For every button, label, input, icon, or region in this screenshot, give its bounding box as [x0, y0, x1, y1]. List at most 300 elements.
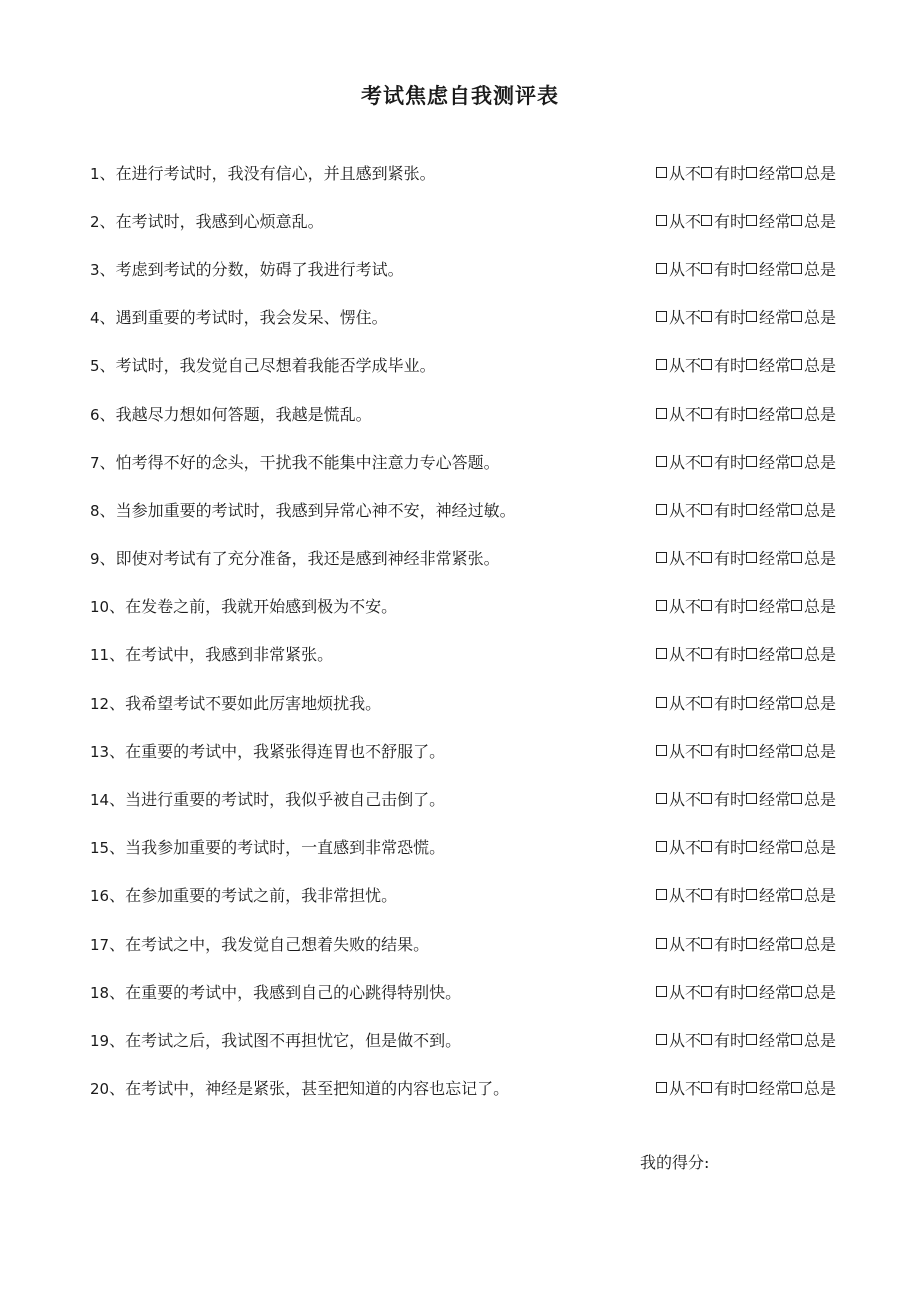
checkbox[interactable] [701, 1034, 712, 1045]
checkbox[interactable] [656, 504, 667, 515]
answer-option[interactable] [791, 932, 836, 955]
answer-option[interactable] [656, 498, 701, 521]
answer-options [656, 498, 836, 521]
answer-option-label: 有时 [713, 452, 746, 472]
answer-options [656, 932, 836, 955]
answer-option-label: 有时 [713, 259, 746, 279]
question-separator: 、 [99, 259, 116, 279]
answer-options [656, 883, 836, 906]
answer-option[interactable] [656, 1028, 701, 1051]
answer-option-label: 从不 [668, 838, 701, 858]
question-number: 14 [90, 791, 110, 810]
answer-option-label: 从不 [668, 356, 701, 376]
checkbox[interactable] [701, 697, 712, 708]
answer-option-label: 经常 [758, 452, 791, 472]
checkbox[interactable] [656, 359, 667, 370]
checkbox[interactable] [701, 841, 712, 852]
answer-options [656, 161, 836, 184]
question-number: 11 [90, 646, 110, 665]
answer-option[interactable] [701, 835, 746, 858]
answer-option[interactable] [656, 305, 701, 328]
answer-option[interactable] [656, 739, 701, 762]
answer-option-label: 总是 [803, 356, 836, 376]
checkbox[interactable] [656, 408, 667, 419]
question-number: 8 [90, 501, 100, 520]
question [90, 498, 516, 521]
answer-option[interactable] [656, 257, 701, 280]
checkbox[interactable] [656, 1082, 667, 1093]
answer-options [656, 209, 836, 232]
answer-option-label: 有时 [713, 741, 746, 761]
answer-option[interactable] [746, 1076, 791, 1099]
answer-option-label: 有时 [713, 163, 746, 183]
answer-option[interactable] [791, 1028, 836, 1051]
checkbox[interactable] [746, 311, 757, 322]
checkbox[interactable] [656, 1034, 667, 1045]
question-row [90, 678, 850, 726]
answer-options [656, 353, 836, 376]
checkbox[interactable] [701, 648, 712, 659]
question-number: 5 [90, 357, 100, 376]
answer-option[interactable] [746, 883, 791, 906]
checkbox[interactable] [656, 552, 667, 563]
answer-option-label: 有时 [713, 1079, 746, 1099]
answer-options [656, 739, 836, 762]
score-label: 我的得分: [640, 1153, 710, 1172]
checkbox[interactable] [746, 215, 757, 226]
question [90, 1076, 509, 1099]
question-separator: 、 [109, 934, 126, 954]
question [90, 161, 436, 184]
answer-option[interactable] [746, 787, 791, 810]
checkbox[interactable] [701, 311, 712, 322]
checkbox[interactable] [746, 263, 757, 274]
answer-option[interactable] [746, 691, 791, 714]
answer-option[interactable] [656, 1076, 701, 1099]
answer-option[interactable] [656, 932, 701, 955]
question-text: 怕考得不好的念头，干扰我不能集中注意力专心答题。 [115, 452, 500, 472]
checkbox[interactable] [791, 600, 802, 611]
answer-option[interactable] [701, 209, 746, 232]
checkbox[interactable] [656, 986, 667, 997]
checkbox[interactable] [746, 359, 757, 370]
question-separator: 、 [109, 597, 126, 617]
answer-option-label: 经常 [758, 211, 791, 231]
question-number: 16 [90, 887, 110, 906]
answer-option[interactable] [746, 642, 791, 665]
checkbox[interactable] [701, 263, 712, 274]
answer-option-label: 经常 [758, 259, 791, 279]
checkbox[interactable] [746, 745, 757, 756]
answer-option-label: 总是 [803, 597, 836, 617]
answer-option-label: 经常 [758, 934, 791, 954]
question [90, 546, 500, 569]
question-text: 在进行考试时，我没有信心，并且感到紧张。 [115, 163, 436, 183]
question [90, 883, 397, 906]
answer-option[interactable] [656, 594, 701, 617]
checkbox[interactable] [656, 745, 667, 756]
answer-option-label: 有时 [713, 934, 746, 954]
answer-option-label: 有时 [713, 500, 746, 520]
answer-option[interactable] [656, 161, 701, 184]
answer-option[interactable] [701, 787, 746, 810]
checkbox[interactable] [791, 504, 802, 515]
question [90, 1028, 461, 1051]
answer-option[interactable] [746, 932, 791, 955]
checkbox[interactable] [746, 408, 757, 419]
checkbox[interactable] [656, 889, 667, 900]
checkbox[interactable] [656, 311, 667, 322]
question [90, 594, 397, 617]
answer-option-label: 总是 [803, 790, 836, 810]
checkbox[interactable] [746, 1082, 757, 1093]
answer-option[interactable] [746, 546, 791, 569]
answer-options [656, 594, 836, 617]
answer-options [656, 305, 836, 328]
question-row [90, 293, 850, 341]
checkbox[interactable] [791, 311, 802, 322]
answer-options [656, 642, 836, 665]
answer-options [656, 787, 836, 810]
checkbox[interactable] [791, 408, 802, 419]
checkbox[interactable] [701, 600, 712, 611]
question-row [90, 967, 850, 1015]
question-number: 7 [90, 453, 100, 472]
answer-option[interactable] [701, 594, 746, 617]
answer-option[interactable] [701, 932, 746, 955]
answer-option[interactable] [746, 402, 791, 425]
question [90, 257, 404, 280]
question-text: 当参加重要的考试时，我感到异常心神不安，神经过敏。 [115, 500, 516, 520]
question-text: 我希望考试不要如此厉害地烦扰我。 [125, 693, 382, 713]
checkbox[interactable] [791, 263, 802, 274]
checkbox[interactable] [791, 1034, 802, 1045]
checkbox[interactable] [656, 697, 667, 708]
answer-option-label: 经常 [758, 1079, 791, 1099]
question-number: 17 [90, 935, 110, 954]
answer-option[interactable] [791, 835, 836, 858]
checkbox[interactable] [701, 215, 712, 226]
answer-option[interactable] [791, 353, 836, 376]
question-separator: 、 [109, 982, 126, 1002]
question-number: 18 [90, 983, 110, 1002]
answer-option[interactable] [701, 691, 746, 714]
question-row [90, 630, 850, 678]
question-row [90, 341, 850, 389]
answer-option[interactable] [701, 980, 746, 1003]
checkbox[interactable] [656, 841, 667, 852]
answer-option-label: 经常 [758, 404, 791, 424]
answer-option[interactable] [746, 353, 791, 376]
answer-option[interactable] [791, 546, 836, 569]
answer-option[interactable] [656, 642, 701, 665]
checkbox[interactable] [746, 456, 757, 467]
answer-option[interactable] [701, 883, 746, 906]
question-separator: 、 [99, 211, 116, 231]
answer-option[interactable] [791, 594, 836, 617]
answer-option-label: 经常 [758, 838, 791, 858]
checkbox[interactable] [701, 938, 712, 949]
answer-option-label: 经常 [758, 549, 791, 569]
answer-options [656, 1076, 836, 1099]
question-separator: 、 [109, 790, 126, 810]
checkbox[interactable] [746, 504, 757, 515]
checkbox[interactable] [791, 1082, 802, 1093]
question-number: 19 [90, 1031, 110, 1050]
question-number: 3 [90, 260, 100, 279]
checkbox[interactable] [791, 697, 802, 708]
answer-option[interactable] [791, 305, 836, 328]
checkbox[interactable] [701, 889, 712, 900]
answer-option[interactable] [701, 450, 746, 473]
question-text: 考试时，我发觉自己尽想着我能否学成毕业。 [115, 356, 436, 376]
checkbox[interactable] [746, 889, 757, 900]
checkbox[interactable] [701, 504, 712, 515]
answer-option[interactable] [656, 353, 701, 376]
answer-option-label: 经常 [758, 741, 791, 761]
answer-option[interactable] [701, 546, 746, 569]
question-row [90, 582, 850, 630]
answer-options [656, 450, 836, 473]
answer-option[interactable] [701, 257, 746, 280]
answer-option-label: 经常 [758, 356, 791, 376]
answer-option-label: 从不 [668, 452, 701, 472]
answer-option-label: 从不 [668, 886, 701, 906]
answer-option-label: 总是 [803, 404, 836, 424]
question [90, 739, 445, 762]
answer-option-label: 有时 [713, 597, 746, 617]
answer-option[interactable] [746, 209, 791, 232]
answer-option-label: 有时 [713, 308, 746, 328]
checkbox[interactable] [746, 552, 757, 563]
answer-option[interactable] [656, 980, 701, 1003]
answer-options [656, 980, 836, 1003]
checkbox[interactable] [746, 986, 757, 997]
checkbox[interactable] [746, 793, 757, 804]
checkbox[interactable] [746, 697, 757, 708]
answer-option-label: 总是 [803, 308, 836, 328]
answer-option[interactable] [791, 691, 836, 714]
answer-option[interactable] [656, 883, 701, 906]
answer-option[interactable] [656, 402, 701, 425]
answer-option-label: 经常 [758, 308, 791, 328]
answer-option[interactable] [746, 739, 791, 762]
question-separator: 、 [109, 886, 126, 906]
question-text: 即使对考试有了充分准备，我还是感到神经非常紧张。 [115, 549, 500, 569]
checkbox[interactable] [791, 986, 802, 997]
answer-option[interactable] [791, 883, 836, 906]
answer-option-label: 总是 [803, 500, 836, 520]
checkbox[interactable] [791, 793, 802, 804]
answer-option-label: 总是 [803, 1030, 836, 1050]
checkbox[interactable] [746, 841, 757, 852]
answer-option[interactable] [791, 642, 836, 665]
checkbox[interactable] [656, 938, 667, 949]
answer-option[interactable] [746, 450, 791, 473]
question [90, 305, 388, 328]
checkbox[interactable] [791, 215, 802, 226]
checkbox[interactable] [701, 986, 712, 997]
answer-option-label: 总是 [803, 693, 836, 713]
question-text: 在考试之中，我发觉自己想着失败的结果。 [125, 934, 430, 954]
question-separator: 、 [99, 549, 116, 569]
answer-option[interactable] [656, 691, 701, 714]
question-row [90, 244, 850, 292]
answer-option[interactable] [656, 209, 701, 232]
question [90, 209, 324, 232]
answer-option-label: 有时 [713, 549, 746, 569]
question-text: 考虑到考试的分数，妨碍了我进行考试。 [115, 259, 404, 279]
checkbox[interactable] [656, 167, 667, 178]
answer-option[interactable] [791, 209, 836, 232]
answer-option[interactable] [656, 787, 701, 810]
question-text: 在重要的考试中，我感到自己的心跳得特别快。 [125, 982, 462, 1002]
checkbox[interactable] [791, 938, 802, 949]
answer-option[interactable] [791, 257, 836, 280]
answer-option-label: 有时 [713, 838, 746, 858]
question [90, 980, 461, 1003]
answer-option[interactable] [746, 980, 791, 1003]
checkbox[interactable] [656, 263, 667, 274]
question [90, 402, 372, 425]
question-row [90, 485, 850, 533]
question-number: 4 [90, 309, 100, 328]
answer-option-label: 从不 [668, 597, 701, 617]
answer-option[interactable] [791, 739, 836, 762]
answer-option[interactable] [746, 594, 791, 617]
answer-option[interactable] [701, 305, 746, 328]
question-number: 2 [90, 212, 100, 231]
answer-option-label: 经常 [758, 886, 791, 906]
answer-option-label: 经常 [758, 982, 791, 1002]
checkbox[interactable] [791, 648, 802, 659]
checkbox[interactable] [701, 167, 712, 178]
checkbox[interactable] [746, 600, 757, 611]
answer-options [656, 691, 836, 714]
checkbox[interactable] [656, 600, 667, 611]
checkbox[interactable] [746, 167, 757, 178]
answer-option[interactable] [746, 835, 791, 858]
answer-option[interactable] [746, 257, 791, 280]
answer-option-label: 有时 [713, 404, 746, 424]
answer-option[interactable] [746, 161, 791, 184]
answer-option-label: 有时 [713, 211, 746, 231]
answer-option[interactable] [791, 980, 836, 1003]
answer-option[interactable] [701, 1076, 746, 1099]
checkbox[interactable] [701, 408, 712, 419]
answer-option[interactable] [656, 450, 701, 473]
checkbox[interactable] [791, 841, 802, 852]
checkbox[interactable] [701, 745, 712, 756]
question-separator: 、 [99, 163, 116, 183]
checkbox[interactable] [656, 648, 667, 659]
answer-option-label: 总是 [803, 645, 836, 665]
answer-option[interactable] [701, 642, 746, 665]
question-separator: 、 [109, 693, 126, 713]
question-separator: 、 [109, 741, 126, 761]
question [90, 450, 500, 473]
answer-option[interactable] [791, 1076, 836, 1099]
answer-option-label: 经常 [758, 790, 791, 810]
answer-option[interactable] [656, 835, 701, 858]
checkbox[interactable] [701, 1082, 712, 1093]
checkbox[interactable] [701, 552, 712, 563]
checkbox[interactable] [746, 938, 757, 949]
checkbox[interactable] [701, 359, 712, 370]
answer-option[interactable] [701, 1028, 746, 1051]
question-number: 9 [90, 550, 100, 569]
answer-option[interactable] [701, 161, 746, 184]
answer-option[interactable] [656, 546, 701, 569]
answer-option-label: 总是 [803, 452, 836, 472]
question [90, 353, 436, 376]
answer-option-label: 从不 [668, 645, 701, 665]
answer-option-label: 总是 [803, 211, 836, 231]
answer-option[interactable] [746, 498, 791, 521]
checkbox[interactable] [701, 793, 712, 804]
checkbox[interactable] [656, 215, 667, 226]
answer-options [656, 835, 836, 858]
answer-option[interactable] [791, 161, 836, 184]
question-row [90, 871, 850, 919]
answer-option-label: 有时 [713, 693, 746, 713]
answer-option[interactable] [701, 739, 746, 762]
checkbox[interactable] [791, 552, 802, 563]
answer-option[interactable] [791, 450, 836, 473]
answer-option[interactable] [791, 498, 836, 521]
question-separator: 、 [109, 645, 126, 665]
answer-option[interactable] [791, 787, 836, 810]
question-text: 在参加重要的考试之前，我非常担忧。 [125, 886, 398, 906]
answer-option[interactable] [701, 353, 746, 376]
question-row [90, 437, 850, 485]
question-text: 在考试中，我感到非常紧张。 [125, 645, 334, 665]
checkbox[interactable] [746, 648, 757, 659]
answer-options [656, 402, 836, 425]
checkbox[interactable] [791, 889, 802, 900]
checkbox[interactable] [791, 167, 802, 178]
checkbox[interactable] [791, 745, 802, 756]
question-row [90, 389, 850, 437]
question-number: 6 [90, 405, 100, 424]
question-separator: 、 [99, 404, 116, 424]
answer-option-label: 有时 [713, 790, 746, 810]
question-separator: 、 [99, 500, 116, 520]
question-row [90, 774, 850, 822]
answer-option[interactable] [746, 1028, 791, 1051]
question-separator: 、 [109, 1030, 126, 1050]
answer-option[interactable] [701, 402, 746, 425]
question-separator: 、 [99, 356, 116, 376]
answer-option-label: 从不 [668, 211, 701, 231]
question-separator: 、 [99, 452, 116, 472]
question-number: 12 [90, 694, 110, 713]
checkbox[interactable] [791, 456, 802, 467]
checkbox[interactable] [791, 359, 802, 370]
answer-option[interactable] [746, 305, 791, 328]
checkbox[interactable] [656, 456, 667, 467]
answer-option-label: 总是 [803, 163, 836, 183]
answer-option[interactable] [701, 498, 746, 521]
answer-option-label: 总是 [803, 1079, 836, 1099]
answer-option-label: 经常 [758, 500, 791, 520]
answer-option-label: 从不 [668, 163, 701, 183]
checkbox[interactable] [701, 456, 712, 467]
question-separator: 、 [109, 838, 126, 858]
checkbox[interactable] [746, 1034, 757, 1045]
checkbox[interactable] [656, 793, 667, 804]
answer-option[interactable] [791, 402, 836, 425]
